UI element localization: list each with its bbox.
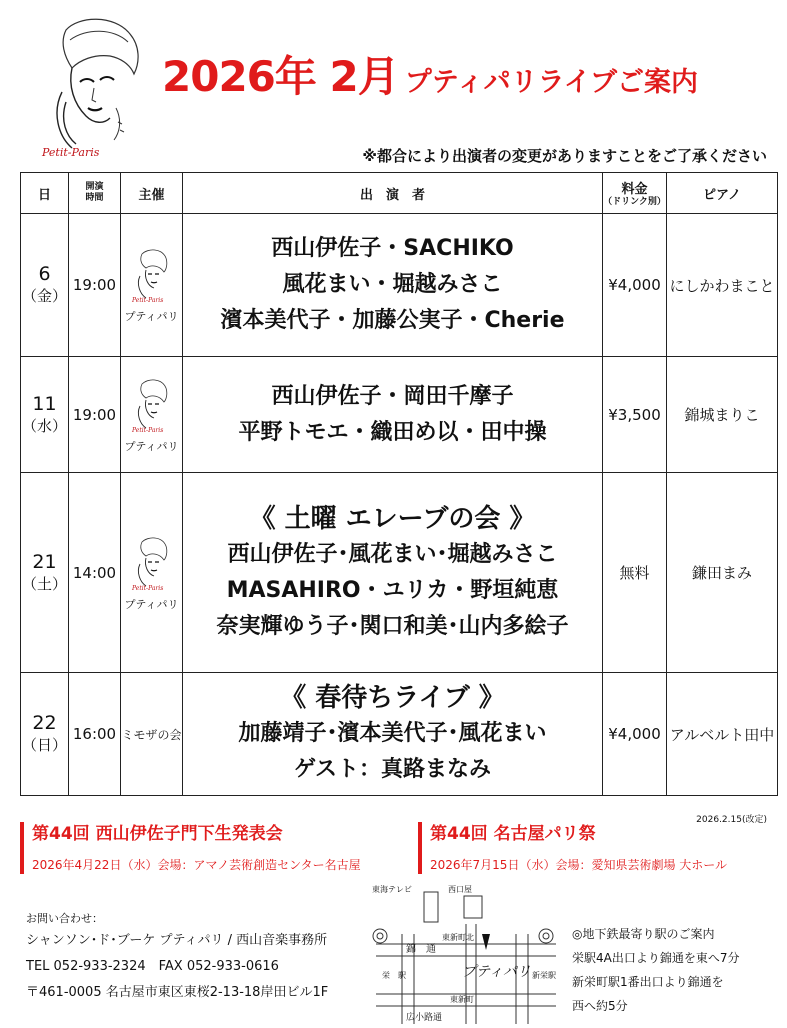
access-map xyxy=(366,884,566,1024)
performers-cell xyxy=(183,357,603,473)
event-recital-sub: 2026年4月22日（水）会場：アマノ芸術創造センター名古屋 xyxy=(32,858,361,872)
performer-line: 風花まい・堀越みさこ xyxy=(282,272,503,297)
header-performers: 出 演 者 xyxy=(183,173,603,214)
svg-text:栄 駅: 栄 駅 xyxy=(382,971,406,980)
host-logo-icon xyxy=(130,376,174,434)
host-cell: Petit-Paris プティパリ xyxy=(121,473,183,673)
table-row xyxy=(21,214,778,357)
header-time: 開演 時間 xyxy=(69,173,121,214)
piano-cell: 錦城まりこ xyxy=(667,357,778,473)
svg-text:Petit-Paris: Petit-Paris xyxy=(42,146,100,159)
schedule-table xyxy=(20,172,778,796)
title-main: 2026年 2月 xyxy=(162,52,399,101)
performers-cell xyxy=(183,214,603,357)
page-title xyxy=(162,44,698,104)
performer-line: 濱本美代子・加藤公実子・Cherie xyxy=(220,308,565,333)
contact-info xyxy=(26,910,328,1006)
host-logo-icon xyxy=(130,246,174,304)
svg-text:Petit-Paris: Petit-Paris xyxy=(131,584,163,592)
svg-text:新栄駅: 新栄駅 xyxy=(532,971,556,980)
contact-org: シャンソン･ド･ブーケ プティパリ / 西山音楽事務所 xyxy=(26,933,328,948)
table-row xyxy=(21,473,778,673)
event-title: 《 春待ちライブ 》 xyxy=(280,683,505,713)
svg-text:プティパリ: プティパリ xyxy=(462,964,531,980)
revised-date: 2026.2.15(改定) xyxy=(696,815,767,825)
upcoming-events xyxy=(0,822,787,882)
subway-info xyxy=(572,922,739,1018)
event-recital xyxy=(20,822,361,874)
performer-line: 加藤靖子･濱本美代子･風花まい xyxy=(238,721,547,746)
table-row xyxy=(21,357,778,473)
piano-cell: アルベルト田中 xyxy=(667,673,778,796)
performer-line: ゲスト：真路まなみ xyxy=(293,757,492,782)
time-cell: 19:00 xyxy=(69,357,121,473)
performers-cell xyxy=(183,473,603,673)
performer-line: MASAHIRO・ユリカ・野垣純恵 xyxy=(226,577,559,603)
performer-line: 平野トモエ・織田め以・田中操 xyxy=(238,419,547,445)
day-cell: 22 （日） xyxy=(21,673,69,796)
subway-line3: 西へ約5分 xyxy=(572,999,628,1013)
map-drawing xyxy=(366,884,566,1024)
time-cell: 19:00 xyxy=(69,214,121,357)
host-logo-icon xyxy=(130,534,174,592)
event-paris-festival-sub: 2026年7月15日（水）会場：愛知県芸術劇場 大ホール xyxy=(430,858,728,872)
table-row xyxy=(21,673,778,796)
svg-text:錦 通: 錦 通 xyxy=(406,944,436,955)
day-cell: 6 （金） xyxy=(21,214,69,357)
day-cell: 11 （水） xyxy=(21,357,69,473)
performers-cell xyxy=(183,673,603,796)
header-piano: ピアノ xyxy=(667,173,778,214)
fee-cell: ¥3,500 xyxy=(603,357,667,473)
svg-text:東新町: 東新町 xyxy=(450,995,474,1004)
title-sub: プティパリライブご案内 xyxy=(404,67,698,98)
subway-title: ◎地下鉄最寄り駅のご案内 xyxy=(572,927,715,941)
header-day: 日 xyxy=(21,173,69,214)
fee-cell: 無料 xyxy=(603,473,667,673)
svg-text:西口屋: 西口屋 xyxy=(448,885,472,894)
piano-cell: 鎌田まみ xyxy=(667,473,778,673)
time-cell: 14:00 xyxy=(69,473,121,673)
performer-line: 西山伊佐子・SACHIKO xyxy=(271,236,514,261)
petit-paris-logo xyxy=(36,12,151,160)
svg-text:広小路通: 広小路通 xyxy=(406,1013,443,1023)
host-cell: Petit-Paris プティパリ xyxy=(121,214,183,357)
fee-cell: ¥4,000 xyxy=(603,673,667,796)
day-cell: 21 （土） xyxy=(21,473,69,673)
event-recital-title: 第44回 西山伊佐子門下生発表会 xyxy=(32,824,283,844)
event-paris-festival xyxy=(418,822,727,874)
contact-address: 〒461-0005 名古屋市東区東桜2-13-18岸田ビル1F xyxy=(26,985,329,1000)
contact-label: お問い合わせ： xyxy=(26,912,103,925)
contact-phone: TEL 052-933-2324 FAX 052-933-0616 xyxy=(26,959,279,974)
piano-cell: にしかわまこと xyxy=(667,214,778,357)
subway-line2: 新栄町駅1番出口より錦通を xyxy=(572,975,724,989)
svg-text:Petit-Paris: Petit-Paris xyxy=(131,426,163,434)
performer-line: 西山伊佐子・岡田千摩子 xyxy=(271,383,514,409)
performer-line: 奈実輝ゆう子･関口和美･山内多絵子 xyxy=(216,613,569,639)
notice-text: ※都合により出演者の変更がありますことをご了承ください xyxy=(362,147,767,165)
svg-text:東海テレビ: 東海テレビ xyxy=(372,885,412,894)
svg-text:Petit-Paris: Petit-Paris xyxy=(131,297,163,304)
performer-line: 西山伊佐子･風花まい･堀越みさこ xyxy=(227,541,558,567)
event-title: 《 土曜 エレーブの会 》 xyxy=(249,503,536,534)
event-paris-festival-title: 第44回 名古屋パリ祭 xyxy=(430,824,596,844)
header-fee: 料金 （ドリンク別） xyxy=(603,173,667,214)
header-host: 主催 xyxy=(121,173,183,214)
time-cell: 16:00 xyxy=(69,673,121,796)
subway-line1: 栄駅4A出口より錦通を東へ7分 xyxy=(572,951,740,965)
portrait-illustration xyxy=(36,12,151,160)
svg-text:東新町北: 東新町北 xyxy=(442,933,474,942)
header-row xyxy=(21,173,778,214)
fee-cell: ¥4,000 xyxy=(603,214,667,357)
host-cell: Petit-Paris プティパリ xyxy=(121,357,183,473)
host-cell: ミモザの会 xyxy=(121,673,183,796)
